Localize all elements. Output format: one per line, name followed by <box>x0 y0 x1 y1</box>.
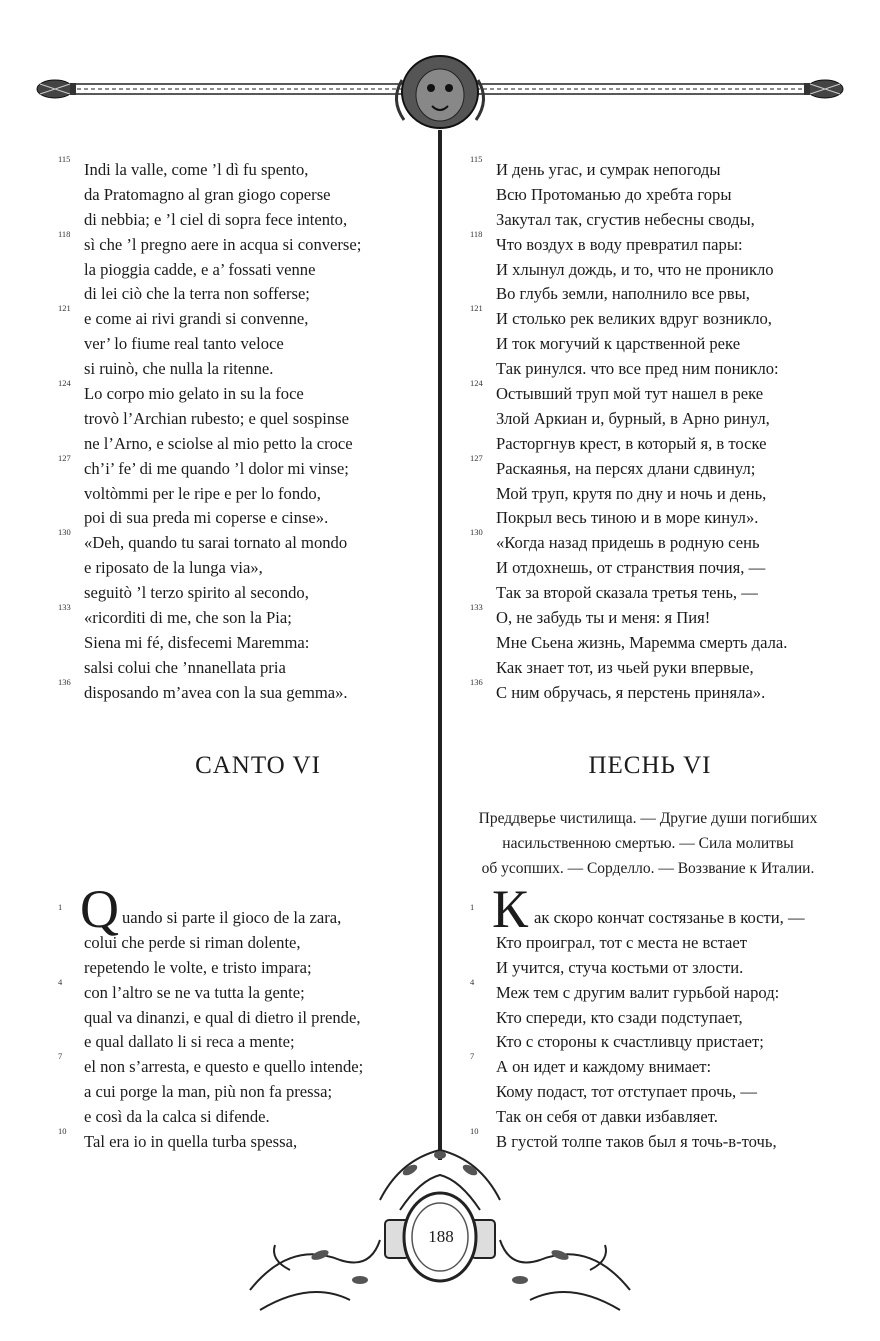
verse-text: di nebbia; e ’l ciel di sopra fece intento, <box>84 209 348 229</box>
verse-text: voltòmmi per le ripe e per lo fondo, <box>84 483 321 503</box>
verse-line <box>58 956 418 981</box>
summary-line: об усопших. — Сорделло. — Воззвание к Италии. <box>481 860 815 877</box>
verse-text: Кто спереди, кто сзади подступает, <box>496 1007 743 1027</box>
line-number: 4 <box>58 976 63 987</box>
verse-line <box>470 183 840 208</box>
verse-text: la pioggia cadde, e a’ fossati venne <box>84 259 316 279</box>
verse-line <box>470 282 840 307</box>
verse-line <box>58 154 418 183</box>
line-number: 10 <box>58 1126 67 1137</box>
canto-vi-title-italian: CANTO VI <box>195 752 321 779</box>
verse-text: uando si parte il gioco de la zara, <box>122 908 342 927</box>
verse-line <box>470 581 840 606</box>
verse-line <box>58 976 418 1006</box>
verse-text: Tal era io in quella turba spessa, <box>84 1132 298 1152</box>
verse-text: e qual dallato li si reca a mente; <box>84 1032 295 1052</box>
verse-text: О, не забудь ты и меня: я Пия! <box>496 608 711 628</box>
verse-line <box>470 357 840 382</box>
verse-text: Кому подаст, тот отступает прочь, — <box>496 1082 757 1102</box>
verse-line <box>470 1080 840 1105</box>
verse-line <box>58 527 418 556</box>
verse-line <box>58 258 418 283</box>
verse-line <box>58 332 418 357</box>
page-number-medallion <box>420 1216 462 1258</box>
verse-line <box>470 1051 840 1080</box>
verse-line <box>470 976 840 1006</box>
verse-text: el non s’arresta, e questo e quello intende; <box>84 1057 364 1077</box>
verse-line <box>58 602 418 631</box>
verse-text: sì che ’l pregno aere in acqua si converse; <box>84 234 362 254</box>
verse-line <box>58 482 418 507</box>
verse-line <box>58 282 418 307</box>
verse-text: «Когда назад придешь в родную сень <box>496 533 760 553</box>
verse-text: Мне Сьена жизнь, Маремма смерть дала. <box>496 632 788 652</box>
verse-line <box>470 527 840 556</box>
verse-text: «Deh, quando tu sarai tornato al mondo <box>84 533 348 553</box>
verse-text: disposando m’avea con la sua gemma». <box>84 682 348 702</box>
canto-summary-russian <box>458 806 838 881</box>
verse-text: da Pratomagno al gran giogo coperse <box>84 184 331 204</box>
line-number: 130 <box>470 527 483 538</box>
verse-line <box>470 1105 840 1130</box>
line-number: 10 <box>470 1126 479 1137</box>
verse-text: Остывший труп мой тут нашел в реке <box>496 384 764 404</box>
verse-line <box>58 357 418 382</box>
verse-line <box>58 183 418 208</box>
line-number: 118 <box>470 228 483 239</box>
line-number: 127 <box>58 452 71 463</box>
verse-line <box>470 879 840 939</box>
verse-line <box>470 931 840 956</box>
lion-mask-ornament <box>396 56 483 128</box>
verse-line <box>58 452 418 482</box>
verse-text: И отдохнешь, от странствия почия, — <box>496 558 766 578</box>
verse-text: e come ai rivi grandi si convenne, <box>84 309 309 329</box>
verse-line <box>470 407 840 432</box>
right-pinecone-finial <box>804 80 843 98</box>
verse-text: Расторгнув крест, в который я, в тоске <box>496 433 767 453</box>
verse-text: Так за второй сказала третья тень, — <box>496 583 758 603</box>
summary-line: насильственною смертью. — Сила молитвы <box>502 835 794 852</box>
verse-line <box>58 1080 418 1105</box>
verse-line <box>470 482 840 507</box>
line-number: 121 <box>58 303 71 314</box>
verse-text: Кто проиграл, тот с места не встает <box>496 932 748 952</box>
verse-line <box>58 1006 418 1031</box>
line-number: 118 <box>58 228 71 239</box>
verse-line <box>58 581 418 606</box>
verse-line <box>58 931 418 956</box>
verse-text: ак скоро кончат состязанье в кости, — <box>534 908 805 927</box>
verse-text: Что воздух в воду превратил пары: <box>496 234 743 254</box>
verse-text: trovò l’Archian rubesto; e quel sospinse <box>84 408 349 428</box>
line-number: 1 <box>470 902 475 912</box>
verse-line <box>470 556 840 581</box>
verse-text: repetendo le volte, e tristo impara; <box>84 957 312 977</box>
verse-text: Всю Протоманью до хребта горы <box>496 184 732 204</box>
verse-text: И учится, стуча костьми от злости. <box>496 957 744 977</box>
verse-text: Как знает тот, из чьей руки впервые, <box>496 657 754 677</box>
line-number: 130 <box>58 527 71 538</box>
italian-canto-v-verses <box>58 154 418 706</box>
verse-line <box>470 432 840 457</box>
line-number: 124 <box>58 378 71 389</box>
verse-line <box>58 432 418 457</box>
verse-text: И хлынул дождь, и то, что не проникло <box>496 259 774 279</box>
line-number: 127 <box>470 452 483 463</box>
verse-line <box>58 1051 418 1080</box>
line-number: 133 <box>470 602 483 613</box>
verse-text: В густой толпе таков был я точь-в-точь, <box>496 1132 777 1152</box>
verse-line <box>58 676 418 706</box>
line-number: 121 <box>470 303 483 314</box>
verse-text: qual va dinanzi, e qual di dietro il prende, <box>84 1007 361 1027</box>
line-number: 115 <box>58 154 71 164</box>
verse-text: Злой Аркиан и, бурный, в Арно ринул, <box>496 408 770 428</box>
verse-text: Во глубь земли, наполнило все рвы, <box>496 284 750 304</box>
verse-text: seguitò ’l terzo spirito al secondo, <box>84 583 309 603</box>
verse-line <box>58 407 418 432</box>
russian-canto-v-verses <box>470 154 840 706</box>
line-number: 136 <box>470 676 483 687</box>
summary-line: Преддверье чистилища. — Другие души погибших <box>478 810 818 827</box>
verse-text: Закутал так, сгустив небесны своды, <box>496 209 755 229</box>
italian-canto-vi-verses <box>58 879 418 1155</box>
verse-line <box>58 1030 418 1055</box>
verse-text: Indi la valle, come ’l dì fu spento, <box>84 160 309 179</box>
verse-text: И ток могучий к царственной реке <box>496 334 741 354</box>
verse-line <box>470 303 840 332</box>
verse-text: Раскаянья, на персях длани сдвинул; <box>496 458 756 478</box>
verse-text: «ricorditi di me, che son la Pia; <box>84 608 292 628</box>
verse-text: А он идет и каждому внимает: <box>496 1057 712 1077</box>
center-divider-line <box>438 130 442 1160</box>
verse-line <box>58 556 418 581</box>
verse-line <box>470 956 840 981</box>
verse-line <box>58 879 418 939</box>
verse-line <box>58 631 418 656</box>
drop-cap: Q <box>80 879 119 939</box>
verse-line <box>58 303 418 332</box>
verse-text: salsi colui che ’nnanellata pria <box>84 657 286 677</box>
russian-canto-vi-verses <box>470 879 840 1155</box>
verse-line <box>58 1105 418 1130</box>
left-pinecone-finial <box>37 80 76 98</box>
verse-line <box>470 452 840 482</box>
verse-text: con l’altro se ne va tutta la gente; <box>84 982 305 1002</box>
line-number: 133 <box>58 602 71 613</box>
verse-text: И столько рек великих вдруг возникло, <box>496 309 772 329</box>
verse-line <box>58 656 418 681</box>
verse-text: И день угас, и сумрак непогоды <box>496 160 721 179</box>
drop-cap: К <box>492 879 529 939</box>
line-number: 124 <box>470 378 483 389</box>
verse-line <box>58 506 418 531</box>
line-number: 115 <box>470 154 483 164</box>
verse-line <box>58 378 418 407</box>
verse-text: Lo corpo mio gelato in su la foce <box>84 384 304 404</box>
verse-text: Меж тем с другим валит гурьбой народ: <box>496 982 780 1002</box>
verse-text: ver’ lo fiume real tanto veloce <box>84 334 284 354</box>
verse-line <box>470 228 840 258</box>
verse-text: Покрыл весь тиною и в море кинул». <box>496 508 759 528</box>
verse-text: e così da la calca si difende. <box>84 1107 270 1127</box>
line-number: 7 <box>470 1051 475 1062</box>
verse-line <box>470 332 840 357</box>
verse-text: Кто с стороны к счастливцу пристает; <box>496 1032 764 1052</box>
verse-line <box>470 258 840 283</box>
verse-line <box>470 656 840 681</box>
verse-line <box>470 378 840 407</box>
line-number: 4 <box>470 976 475 987</box>
verse-line <box>470 208 840 233</box>
line-number: 1 <box>58 902 63 912</box>
verse-text: poi di sua preda mi coperse e cinse». <box>84 508 329 528</box>
verse-text: di lei ciò che la terra non sofferse; <box>84 284 310 304</box>
line-number: 136 <box>58 676 71 687</box>
verse-text: Мой труп, крутя по дну и ночь и день, <box>496 483 767 503</box>
verse-text: e riposato de la lunga via», <box>84 558 263 578</box>
page-number: 188 <box>428 1227 454 1246</box>
verse-text: С ним обручась, я перстень приняла». <box>496 682 766 702</box>
verse-text: Так ринулся. что все пред ним поникло: <box>496 359 779 379</box>
verse-line <box>470 602 840 631</box>
verse-text: Siena mi fé, disfecemi Maremma: <box>84 632 310 652</box>
verse-text: ne l’Arno, e sciolse al mio petto la croce <box>84 433 353 453</box>
verse-line <box>58 208 418 233</box>
verse-line <box>470 631 840 656</box>
verse-text: colui che perde si riman dolente, <box>84 932 301 952</box>
verse-line <box>470 154 840 183</box>
verse-line <box>58 228 418 258</box>
verse-text: ch’i’ fe’ di me quando ’l dolor mi vinse; <box>84 458 349 478</box>
verse-text: a cui porge la man, più non fa pressa; <box>84 1082 333 1102</box>
verse-text: si ruinò, che nulla la ritenne. <box>84 359 274 379</box>
verse-line <box>470 1030 840 1055</box>
line-number: 7 <box>58 1051 63 1062</box>
verse-line <box>470 506 840 531</box>
verse-line <box>470 1006 840 1031</box>
verse-text: Так он себя от давки избавляет. <box>496 1107 718 1127</box>
canto-vi-title-russian: ПЕСНЬ VI <box>588 752 712 779</box>
verse-line <box>470 676 840 706</box>
